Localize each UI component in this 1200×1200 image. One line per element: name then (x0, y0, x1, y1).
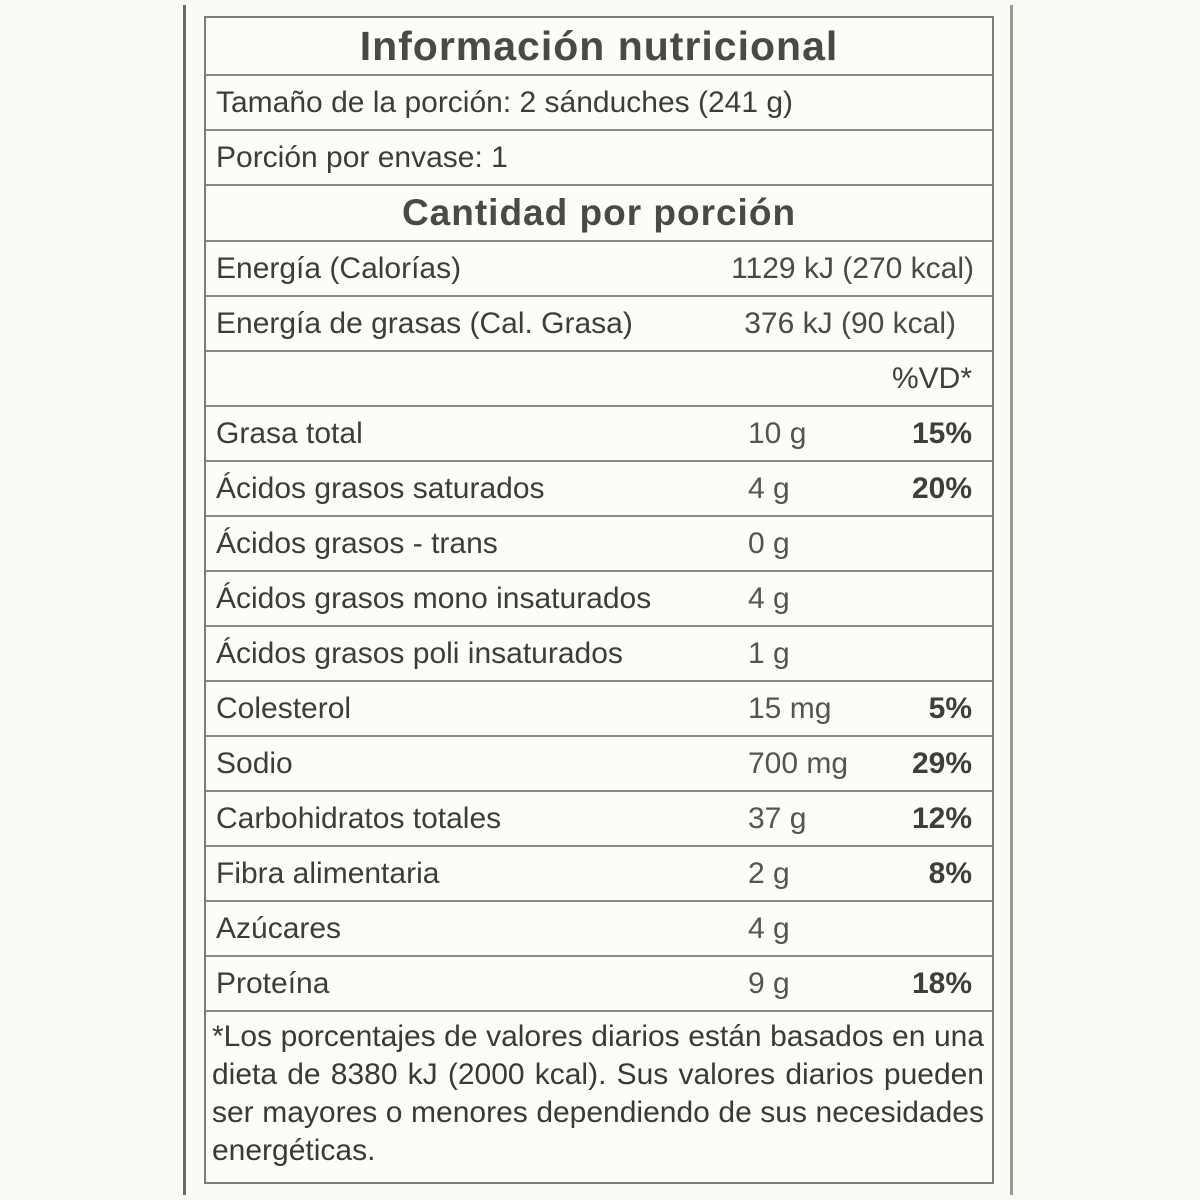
nutrient-row (206, 627, 992, 682)
nutrient-name: Grasa total (216, 416, 363, 450)
serving-size: Tamaño de la porción: 2 sánduches (241 g) (216, 85, 794, 119)
nutrient-daily-value: 8% (928, 856, 972, 890)
nutrient-row (206, 682, 992, 737)
nutrient-amount: 4 g (748, 911, 790, 945)
nutrient-daily-value: 15% (911, 416, 972, 450)
label-title: Información nutricional (359, 22, 839, 69)
nutrition-facts-panel (204, 16, 994, 1184)
energy-label: Energía (Calorías) (216, 251, 462, 285)
nutrient-name: Ácidos grasos - trans (216, 526, 498, 560)
servings-per-container: Porción por envase: 1 (216, 140, 508, 174)
nutrient-amount: 0 g (748, 526, 790, 560)
nutrient-name: Sodio (216, 746, 293, 780)
serving-size-row (206, 76, 992, 131)
nutrient-daily-value: 18% (911, 966, 972, 1000)
amount-per-serving-heading: Cantidad por porción (401, 192, 797, 233)
nutrient-row (206, 792, 992, 847)
nutrient-name: Ácidos grasos poli insaturados (216, 636, 623, 670)
daily-values-footnote: *Los porcentajes de valores diarios están basados en una dieta de 8380 kJ (2000 kcal). Sus valores diarios pueden ser mayores o menores dependiendo de sus necesidades energéticas. (212, 1020, 984, 1167)
nutrient-row (206, 407, 992, 462)
nutrient-amount: 9 g (748, 966, 790, 1000)
nutrient-amount: 4 g (748, 581, 790, 615)
dv-header-row (206, 352, 992, 407)
nutrient-amount: 37 g (748, 801, 807, 835)
nutrient-amount: 1 g (748, 636, 790, 670)
nutrient-daily-value: 12% (911, 801, 972, 835)
nutrient-row (206, 957, 992, 1012)
nutrient-row (206, 572, 992, 627)
nutrient-name: Colesterol (216, 691, 352, 725)
nutrient-amount: 15 mg (748, 691, 832, 725)
nutrient-name: Ácidos grasos mono insaturados (216, 581, 652, 615)
fat-energy-row (206, 297, 992, 352)
nutrient-row (206, 902, 992, 957)
fat-energy-label: Energía de grasas (Cal. Grasa) (216, 306, 633, 340)
nutrient-daily-value: 5% (928, 691, 972, 725)
nutrient-daily-value: 20% (911, 471, 972, 505)
nutrient-row (206, 517, 992, 572)
energy-row (206, 242, 992, 297)
nutrient-amount: 2 g (748, 856, 790, 890)
nutrient-name: Fibra alimentaria (216, 856, 440, 890)
nutrient-row (206, 847, 992, 902)
nutrient-daily-value: 29% (911, 746, 972, 780)
nutrient-name: Ácidos grasos saturados (216, 471, 545, 505)
amount-per-serving-row (206, 186, 992, 242)
nutrient-row (206, 737, 992, 792)
servings-per-container-row (206, 131, 992, 186)
nutrient-name: Azúcares (216, 911, 342, 945)
nutrient-amount: 4 g (748, 471, 790, 505)
nutrient-name: Carbohidratos totales (216, 801, 502, 835)
nutrient-name: Proteína (216, 966, 330, 1000)
dv-header: %VD* (891, 361, 972, 395)
fat-energy-value: 376 kJ (90 kcal) (744, 306, 956, 340)
energy-value: 1129 kJ (270 kcal) (731, 251, 974, 285)
nutrient-amount: 700 mg (748, 746, 849, 780)
nutrient-amount: 10 g (748, 416, 807, 450)
title-row (206, 18, 992, 76)
nutrient-row (206, 462, 992, 517)
